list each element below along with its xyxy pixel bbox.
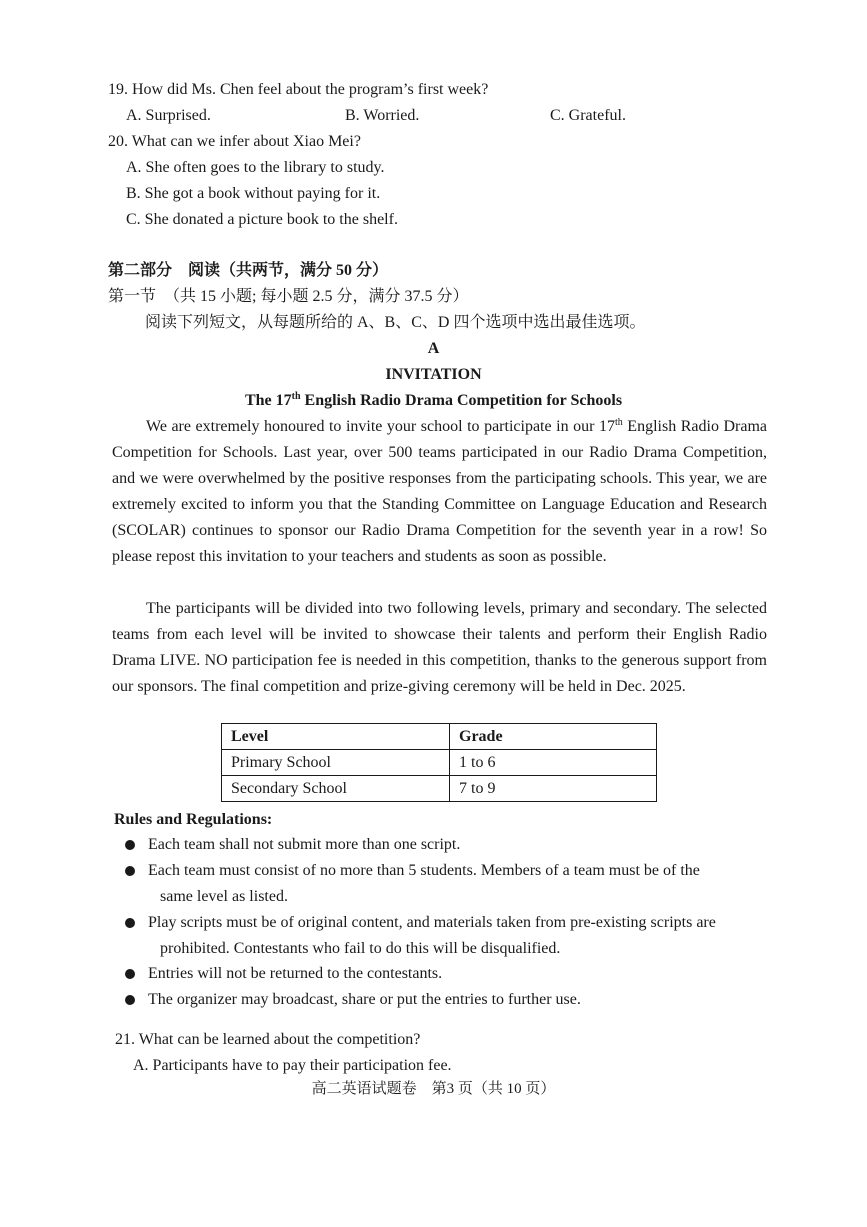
table-header-row bbox=[222, 724, 657, 750]
level-grade-table bbox=[221, 723, 657, 802]
rule-item-3: Play scripts must be of original content, and materials taken from pre-existing scripts are prohibited. Contestants who fail to do this will be disqualified. bbox=[148, 914, 716, 957]
rule-item-1: Each team shall not submit more than one script. bbox=[148, 836, 461, 853]
passage-paragraph-1: We are extremely honoured to invite your school to participate in our 17th English Radio Drama Competition for Schools. Last year, over 500 teams participated in our Radio Drama Competition, and we were overwhelmed by the positive responses from the participating schools. This year, we are extremely excited to inform you that the Standing Committee on Language Education and Research (SCOLAR) continues to sponsor our Radio Drama Competition for the seventh year in a row! So please repost this invitation to your teachers and students as soon as possible. bbox=[112, 417, 768, 565]
table-cell: 1 to 6 bbox=[450, 750, 657, 776]
question-19-stem: 19. How did Ms. Chen feel about the program’s first week? bbox=[108, 81, 489, 98]
table-header-level: Level bbox=[222, 724, 450, 750]
bullet-icon bbox=[125, 840, 135, 850]
question-21-option-a: A. Participants have to pay their participation fee. bbox=[133, 1057, 452, 1074]
part-two-heading: 第二部分 阅读（共两节，满分 50 分） bbox=[108, 262, 389, 279]
rule-item-5: The organizer may broadcast, share or put the entries to further use. bbox=[148, 991, 581, 1008]
question-21-stem: 21. What can be learned about the competition? bbox=[115, 1031, 421, 1048]
question-19-option-a: A. Surprised. bbox=[126, 107, 211, 124]
table-row bbox=[222, 750, 657, 776]
table-row bbox=[222, 776, 657, 802]
page-footer: 高二英语试题卷 第3 页（共 10 页） bbox=[311, 1081, 556, 1097]
rule-item-4: Entries will not be returned to the contestants. bbox=[148, 965, 443, 982]
passage-title: INVITATION bbox=[385, 366, 482, 383]
reading-instruction: 阅读下列短文，从每题所给的 A、B、C、D 四个选项中选出最佳选项。 bbox=[145, 314, 646, 331]
question-19-option-c: C. Grateful. bbox=[550, 107, 626, 124]
question-20-option-c: C. She donated a picture book to the shelf. bbox=[126, 211, 398, 228]
bullet-icon bbox=[125, 918, 135, 928]
table-header-grade: Grade bbox=[450, 724, 657, 750]
question-20-option-a: A. She often goes to the library to study. bbox=[126, 159, 385, 176]
passage-letter: A bbox=[427, 340, 440, 357]
table-cell: 7 to 9 bbox=[450, 776, 657, 802]
table-cell: Primary School bbox=[222, 750, 450, 776]
bullet-icon bbox=[125, 866, 135, 876]
question-20-stem: 20. What can we infer about Xiao Mei? bbox=[108, 133, 361, 150]
section-one-heading: 第一节 （共 15 小题; 每小题 2.5 分，满分 37.5 分） bbox=[108, 288, 469, 305]
bullet-icon bbox=[125, 969, 135, 979]
rule-item-2: Each team must consist of no more than 5 students. Members of a team must be of the same level as listed. bbox=[148, 862, 700, 905]
question-19-option-b: B. Worried. bbox=[345, 107, 420, 124]
passage-paragraph-2: The participants will be divided into two following levels, primary and secondary. The selected teams from each level will be invited to showcase their talents and perform their English Radio Drama LIVE. NO participation fee is needed in this competition, thanks to the generous support from our sponsors. The final competition and prize-giving ceremony will be held in Dec. 2025. bbox=[112, 600, 767, 695]
rules-heading: Rules and Regulations: bbox=[114, 811, 273, 828]
table-cell: Secondary School bbox=[222, 776, 450, 802]
question-20-option-b: B. She got a book without paying for it. bbox=[126, 185, 381, 202]
passage-subtitle: The 17th English Radio Drama Competition for Schools bbox=[244, 391, 623, 409]
bullet-icon bbox=[125, 995, 135, 1005]
